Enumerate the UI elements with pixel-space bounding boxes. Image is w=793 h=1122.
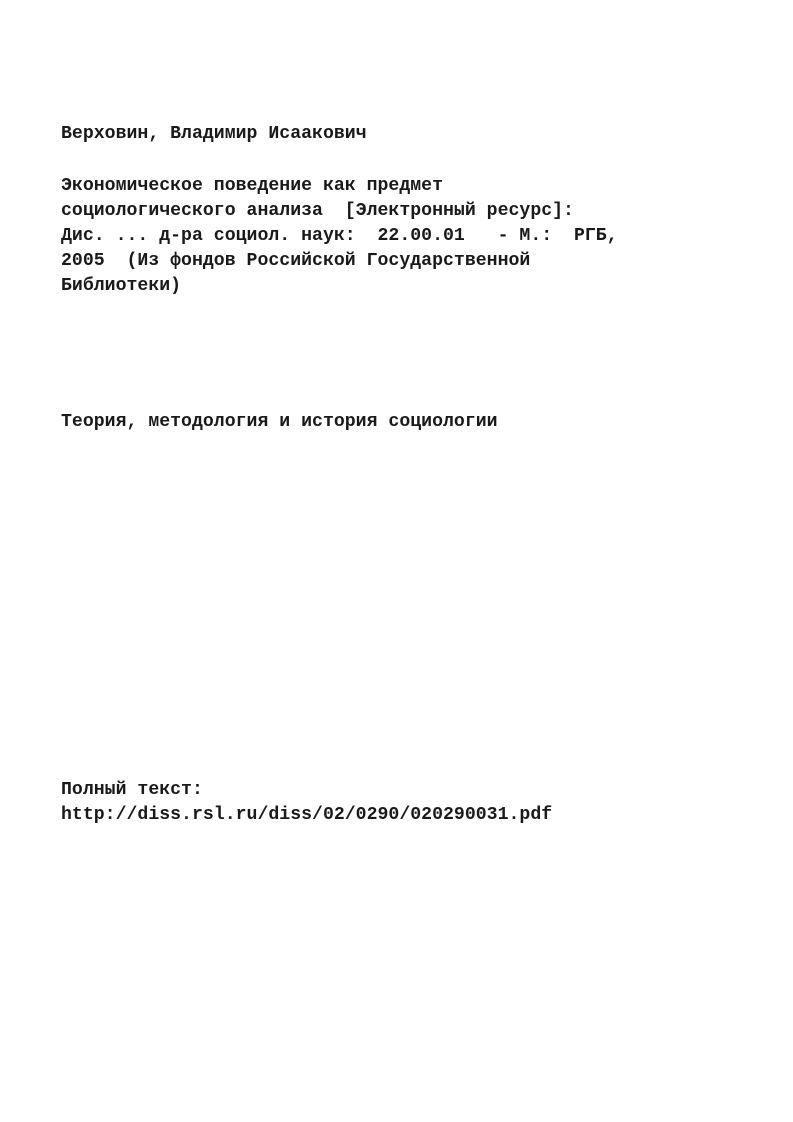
title-line: Дис. ... д-ра социол. наук: 22.00.01 - М.: РГБ, [61,226,618,246]
title-line: Экономическое поведение как предмет [61,176,443,196]
title-line: Библиотеки) [61,276,182,296]
author-name: Верховин, Владимир Исаакович [61,124,367,144]
fulltext-label: Полный текст: [61,780,203,800]
specialty-heading: Теория, методология и история социологии [61,412,498,432]
title-line: социологического анализа [Электронный ресурс]: [61,201,574,221]
fulltext-url: http://diss.rsl.ru/diss/02/0290/020290031.pdf [61,805,553,825]
title-block [61,174,618,299]
title-line: 2005 (Из фондов Российской Государственной [61,251,531,271]
